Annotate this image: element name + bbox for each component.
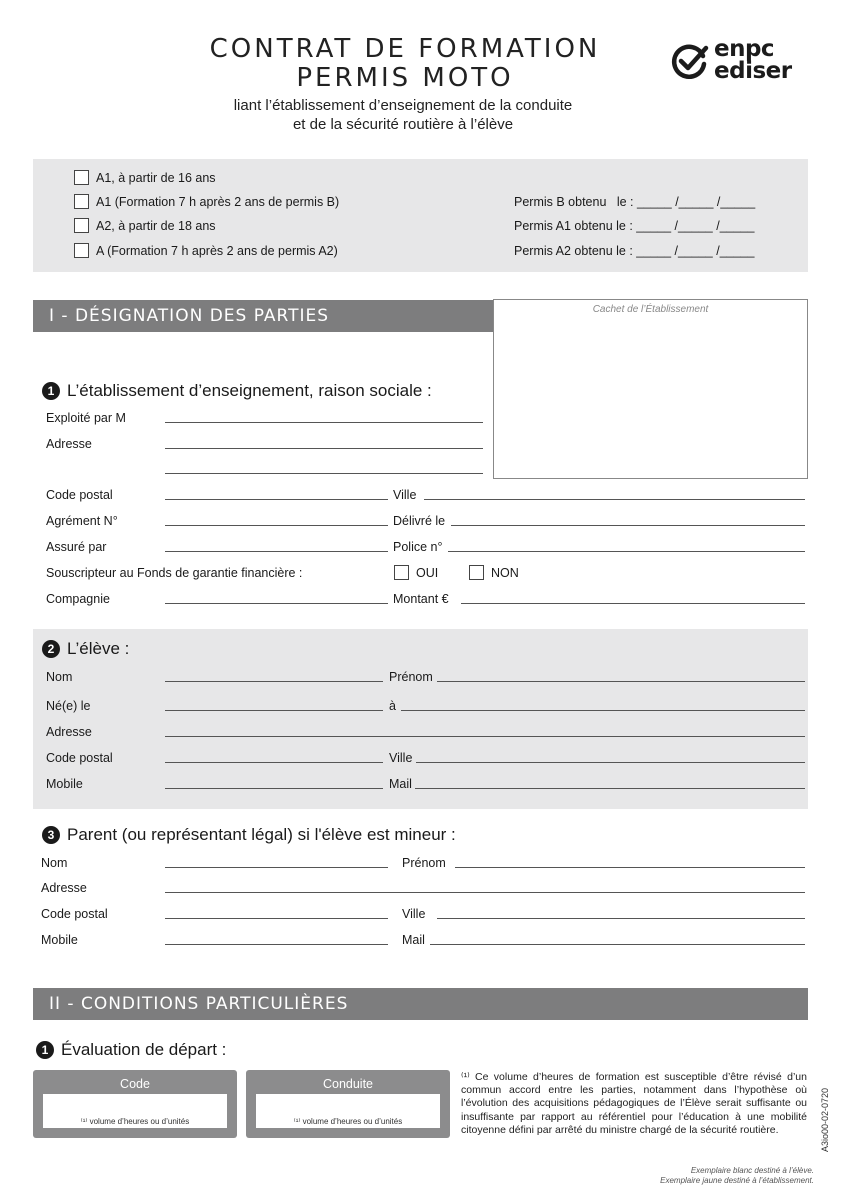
field-label: Prénom	[402, 856, 446, 870]
field-label: Adresse	[46, 725, 92, 739]
field-label: Exploité par M	[46, 411, 126, 425]
eleve-prenom-field[interactable]	[437, 681, 805, 682]
checkbox-a-a2[interactable]	[74, 243, 89, 258]
field-label: Souscripteur au Fonds de garantie financière :	[46, 566, 303, 580]
eleve-nom-field[interactable]	[165, 681, 383, 682]
section-2-title: II - CONDITIONS PARTICULIÈRES	[49, 994, 349, 1014]
parent-mobile-field[interactable]	[165, 944, 388, 945]
section-2-header	[33, 988, 808, 1020]
section-1-title: I - DÉSIGNATION DES PARTIES	[49, 306, 330, 326]
conduite-label: Conduite	[322, 1077, 374, 1091]
checkbox-a1-16[interactable]	[74, 170, 89, 185]
doc-title-line2: PERMIS MOTO	[296, 63, 514, 93]
etab-code-postal-field[interactable]	[165, 499, 388, 500]
field-label: à	[389, 699, 396, 713]
agrement-field[interactable]	[165, 525, 388, 526]
doc-title-line1: CONTRAT DE FORMATION	[209, 34, 601, 64]
checkbox-a1-b[interactable]	[74, 194, 89, 209]
conduite-unit-note: ⁽¹⁾ volume d’heures ou d’unités	[293, 1117, 403, 1126]
eleve-heading: L’élève :	[67, 639, 130, 658]
permis-b-date[interactable]: Permis B obtenu le : _____ /_____ /_____	[514, 195, 756, 209]
number-badge-eval: 1	[36, 1041, 54, 1059]
eleve-code-postal-field[interactable]	[165, 762, 383, 763]
parent-code-postal-field[interactable]	[165, 918, 388, 919]
eleve-mobile-field[interactable]	[165, 788, 383, 789]
field-label: Prénom	[389, 670, 433, 684]
field-label: Agrément N°	[46, 514, 118, 528]
footnote-text: ⁽¹⁾ Ce volume d’heures de formation est susceptible d’être révisé d’un commun accord entre les parties, notamment dans l’hypothèse où l’évolution des acquisitions pédagogiques de l’Élève serait suffisante ou insuffisante par rapport au référentiel pour l’éducation à une mobilité citoyenne défini par arrêté du ministre chargé de la sécurité routière.	[461, 1071, 807, 1136]
checkbox-oui[interactable]	[394, 565, 409, 580]
field-label: Code postal	[41, 907, 108, 921]
eleve-lieu-naissance-field[interactable]	[401, 710, 805, 711]
eleve-naissance-field[interactable]	[165, 710, 383, 711]
etab-adresse-field-1[interactable]	[165, 448, 483, 449]
field-label: Police n°	[393, 540, 443, 554]
assure-par-field[interactable]	[165, 551, 388, 552]
field-label: Ville	[389, 751, 413, 765]
enpc-ediser-logo	[670, 36, 810, 86]
code-label: Code	[120, 1077, 150, 1091]
conduite-evaluation-box	[246, 1070, 450, 1138]
parent-mail-field[interactable]	[430, 944, 805, 945]
category-label: A1 (Formation 7 h après 2 ans de permis B)	[96, 195, 340, 209]
code-unit-note: ⁽¹⁾ volume d’heures ou d’unités	[80, 1117, 190, 1126]
field-label: Nom	[46, 670, 73, 684]
eleve-mail-field[interactable]	[415, 788, 805, 789]
field-label: Montant €	[393, 592, 449, 606]
parent-nom-field[interactable]	[165, 867, 388, 868]
permis-a2-date[interactable]: Permis A2 obtenu le : _____ /_____ /_____	[514, 244, 755, 258]
eleve-box	[33, 629, 808, 809]
field-label: Adresse	[41, 881, 87, 895]
code-hours-field[interactable]	[43, 1094, 227, 1128]
etab-ville-field[interactable]	[424, 499, 805, 500]
parent-heading: Parent (ou représentant légal) si l'élève est mineur :	[67, 825, 456, 844]
field-label: Code postal	[46, 488, 113, 502]
check-circle-icon	[670, 42, 710, 82]
number-badge-3: 3	[42, 826, 60, 844]
copy-footer	[500, 1166, 814, 1186]
exploite-par-field[interactable]	[165, 422, 483, 423]
footer-line-2: Exemplaire jaune destiné à l’établissement.	[660, 1176, 814, 1185]
doc-subtitle-line2: et de la sécurité routière à l’élève	[292, 116, 514, 133]
police-field[interactable]	[448, 551, 805, 552]
montant-field[interactable]	[461, 603, 805, 604]
field-label: Ville	[393, 488, 417, 502]
parent-adresse-field[interactable]	[165, 892, 805, 893]
cachet-label: Cachet de l’Établissement	[592, 304, 709, 315]
evaluation-heading: Évaluation de départ :	[61, 1040, 227, 1059]
field-label: Ville	[402, 907, 426, 921]
eleve-adresse-field[interactable]	[165, 736, 805, 737]
category-label: A2, à partir de 18 ans	[96, 219, 216, 233]
parent-ville-field[interactable]	[437, 918, 805, 919]
oui-label: OUI	[416, 566, 439, 580]
footer-line-1: Exemplaire blanc destiné à l’élève.	[690, 1166, 814, 1175]
eleve-ville-field[interactable]	[416, 762, 805, 763]
doc-subtitle-line1: liant l’établissement d’enseignement de la conduite	[233, 97, 573, 114]
reference-code: A3io00-02-0720	[820, 1087, 830, 1152]
permis-a1-date[interactable]: Permis A1 obtenu le : _____ /_____ /_____	[514, 219, 755, 233]
field-label: Adresse	[46, 437, 92, 451]
non-label: NON	[491, 566, 519, 580]
conduite-hours-field[interactable]	[256, 1094, 440, 1128]
field-label: Délivré le	[393, 514, 446, 528]
section-1-header	[33, 300, 493, 332]
field-label: Mobile	[46, 777, 83, 791]
field-label: Mail	[402, 933, 425, 947]
etab-adresse-field-2[interactable]	[165, 473, 483, 474]
etablissement-heading: L’établissement d’enseignement, raison sociale :	[67, 381, 432, 400]
checkbox-non[interactable]	[469, 565, 484, 580]
field-label: Compagnie	[46, 592, 110, 606]
field-label: Assuré par	[46, 540, 107, 554]
logo-text-line1: enpc	[714, 36, 775, 62]
parent-prenom-field[interactable]	[455, 867, 805, 868]
checkbox-a2-18[interactable]	[74, 218, 89, 233]
field-label: Code postal	[46, 751, 113, 765]
delivre-le-field[interactable]	[451, 525, 805, 526]
code-evaluation-box	[33, 1070, 237, 1138]
category-label: A1, à partir de 16 ans	[96, 171, 216, 185]
logo-text-line2: ediser	[714, 58, 792, 84]
category-label: A (Formation 7 h après 2 ans de permis A2)	[96, 244, 338, 258]
cachet-stamp-area[interactable]	[493, 299, 808, 479]
field-label: Mobile	[41, 933, 78, 947]
number-badge-2: 2	[42, 640, 60, 658]
compagnie-field[interactable]	[165, 603, 388, 604]
number-badge-1: 1	[42, 382, 60, 400]
field-label: Mail	[389, 777, 412, 791]
field-label: Nom	[41, 856, 68, 870]
field-label: Né(e) le	[46, 699, 91, 713]
